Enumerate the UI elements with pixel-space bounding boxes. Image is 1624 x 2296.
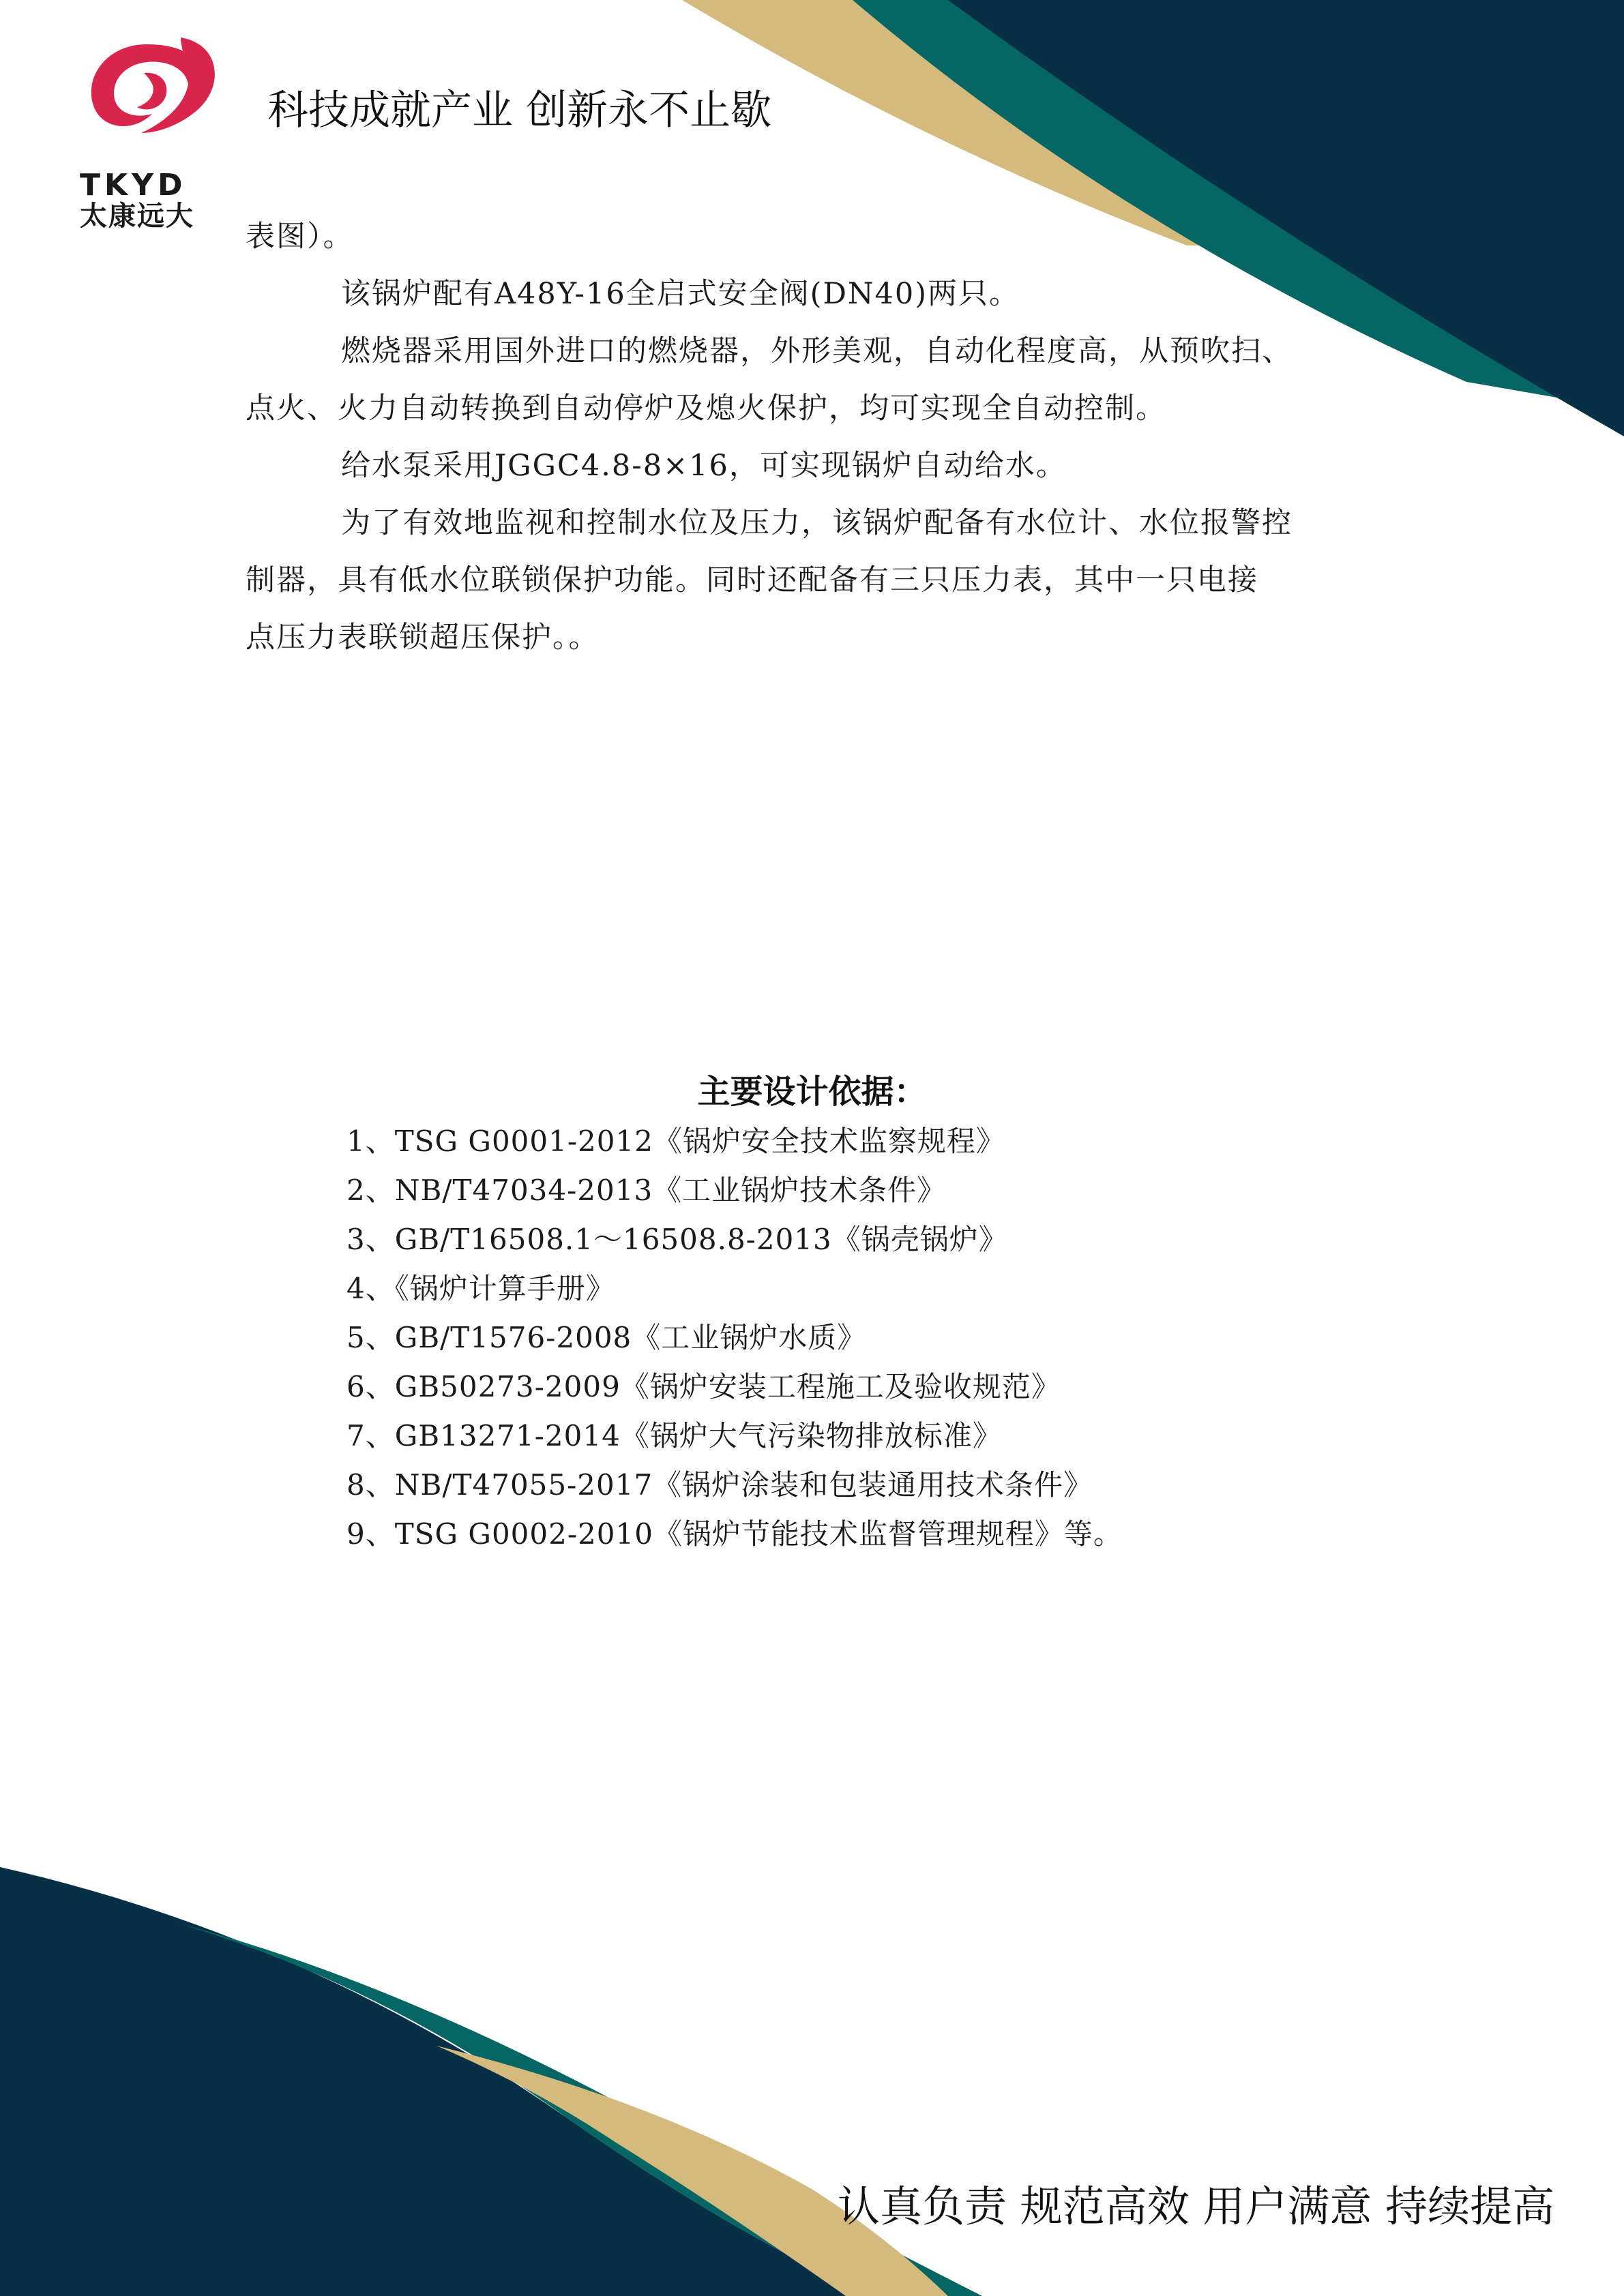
paragraph-line: 为了有效地监视和控制水位及压力，该锅炉配备有水位计、水位报警控: [341, 506, 1293, 540]
body-text: [246, 208, 1385, 666]
list-item: 5、GB/T1576-2008《工业锅炉水质》: [346, 1321, 867, 1354]
logo-chinese-text: 太康远大: [80, 200, 194, 232]
list-item: 1、TSG G0001-2012《锅炉安全技术监察规程》: [346, 1124, 1005, 1158]
header-slogan: 科技成就产业 创新永不止歇: [267, 87, 772, 134]
paragraph-line: 该锅炉配有A48Y-16全启式安全阀(DN40)两只。: [341, 277, 1020, 311]
paragraph-line: 表图）。: [246, 220, 354, 254]
bottom-navy-swoosh: [0, 1867, 873, 2296]
logo-latin-text: TKYD: [80, 168, 187, 203]
list-item: 9、TSG G0002-2010《锅炉节能技术监督管理规程》等。: [346, 1517, 1123, 1551]
paragraph-line: 点火、火力自动转换到自动停炉及熄火保护，均可实现全自动控制。: [246, 391, 1166, 426]
paragraph-line: 点压力表联锁超压保护。。: [246, 621, 600, 655]
list-item: 2、NB/T47034-2013《工业锅炉技术条件》: [346, 1174, 947, 1207]
footer-slogan: 认真负责 规范高效 用户满意 持续提高: [838, 2181, 1555, 2231]
list-item: 4、《锅炉计算手册》: [346, 1272, 615, 1305]
design-basis-list: [346, 1117, 1370, 1559]
list-item: 8、NB/T47055-2017《锅炉涂装和包装通用技术条件》: [346, 1468, 1093, 1502]
list-item: 3、GB/T16508.1～16508.8-2013《锅壳锅炉》: [346, 1223, 1008, 1256]
list-item: 6、GB50273-2009《锅炉安装工程施工及验收规范》: [346, 1370, 1061, 1403]
list-item: 7、GB13271-2014《锅炉大气污染物排放标准》: [346, 1419, 1002, 1452]
paragraph-line: 给水泵采用JGGC4.8-8×16，可实现锅炉自动给水。: [341, 449, 1067, 483]
logo-mark-icon: [78, 31, 222, 140]
paragraph-line: 燃烧器采用国外进口的燃烧器，外形美观，自动化程度高，从预吹扫、: [341, 334, 1293, 368]
design-basis-title: 主要设计依据：: [697, 1073, 927, 1111]
paragraph-line: 制器，具有低水位联锁保护功能。同时还配备有三只压力表，其中一只电接: [246, 563, 1258, 597]
